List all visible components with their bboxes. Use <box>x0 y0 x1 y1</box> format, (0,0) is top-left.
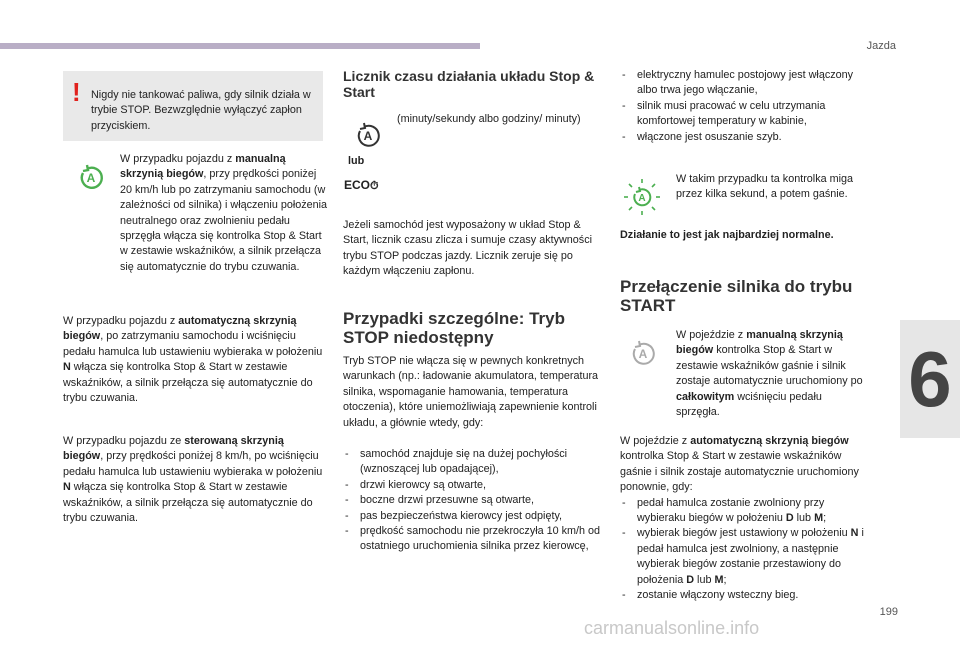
svg-text:A: A <box>86 171 96 185</box>
special-cases-intro: Tryb STOP nie włącza się w pewnych konkretnych warunkach (np.: ładowanie akumulatora, temperatura silnika, wspomaganie hamowania, temperatura otoczenia), które uniemożliwiają zapewnienie kontroli układu, a głównie wtedy, gdy: <box>343 355 599 429</box>
normal-text: Działanie to jest jak najbardziej normalne. <box>620 229 834 241</box>
controlled-gearbox-paragraph: W przypadku pojazdu ze sterowaną skrzynią biegów, przy prędkości poniżej 8 km/h, po wciśnięciu pedału hamulca lub ustawieniu wybieraka w położeniu N włącza się kontrolka Stop & Start w zestawie wskaźników, a silnik przełącza się automatycznie do trybu czuwania. <box>63 435 323 525</box>
page-number: 199 <box>879 606 898 618</box>
special-cases-list <box>343 447 605 555</box>
timer-heading: Licznik czasu działania układu Stop & Start <box>343 68 595 100</box>
svg-text:A: A <box>638 193 646 204</box>
warning-icon: ! <box>72 77 81 107</box>
svg-text:A: A <box>363 129 373 143</box>
start-mode-heading: Przełączenie silnika do trybu START <box>620 277 853 315</box>
list-item: - silnik musi pracować w celu utrzymania komfortowej temperatury w kabinie, <box>620 99 865 130</box>
blinking-indicator-icon <box>623 178 661 216</box>
auto-start-paragraph: W pojeździe z automatyczną skrzynią biegów kontrolka Stop & Start w zestawie wskaźników gaśnie i silnik zostaje automatycznie uruchomiony ponownie, gdy: - pedał hamulca zostanie zwolniony przy wybieraku biegów w położeniu D lub M; - wybierak biegów jest ustawiony w położeniu N i pedał hamulca jest zwolniony, a następnie wybierak biegów zostanie przestawiony do położenia D lub M; - zostanie włączony wsteczny bieg. <box>620 434 870 603</box>
counter-paragraph: Jeżeli samochód jest wyposażony w układ Stop & Start, licznik czasu zlicza i sumuje czasy aktywności trybu STOP podczas jazdy. Licznik zeruje się po każdym włączeniu zapłonu. <box>343 219 593 278</box>
section-title: Jazda <box>866 40 896 52</box>
manual-start-paragraph: W pojeździe z manualną skrzynią biegów kontrolka Stop & Start w zestawie wskaźników gaśnie i silnik zostaje automatycznie uruchomiony po całkowitym wciśnięciu pedału sprzęgła. <box>676 329 863 419</box>
warning-box <box>63 71 323 141</box>
stop-start-icon <box>355 122 381 148</box>
stop-start-off-icon <box>630 340 656 366</box>
or-label: lub <box>348 155 365 167</box>
list-item: - boczne drzwi przesuwne są otwarte, <box>343 493 605 508</box>
list-item: - samochód znajduje się na dużej pochyłości (wznoszącej lub opadającej), <box>343 447 605 478</box>
list-item: - wybierak biegów jest ustawiony w położeniu N i pedał hamulca jest zwolniony, a następnie wybierak biegów zostanie przestawiony do położenia D lub M; <box>620 526 870 588</box>
chapter-tab <box>900 320 960 438</box>
watermark: carmanualsonline.info <box>584 618 760 638</box>
conditions-list <box>620 68 865 145</box>
list-item: - drzwi kierowcy są otwarte, <box>343 478 605 493</box>
timer-unit-text: (minuty/sekundy albo godziny/ minuty) <box>397 113 581 125</box>
warning-text: Nigdy nie tankować paliwa, gdy silnik działa w trybie STOP. Bezwzględnie wyłączyć zapłon przyciskiem. <box>91 88 311 132</box>
list-item: - pedał hamulca zostanie zwolniony przy wybieraku biegów w położeniu D lub M; <box>620 496 870 527</box>
list-item: - prędkość samochodu nie przekroczyła 10 km/h od ostatniego uruchomienia silnika przez kierowcę, <box>343 524 605 555</box>
chapter-number: 6 <box>908 335 952 423</box>
manual-gearbox-paragraph: W przypadku pojazdu z manualną skrzynią biegów, przy prędkości poniżej 20 km/h lub po zatrzymaniu samochodu (w zależności od silnika) i włączeniu położenia neutralnego oraz zwolnieniu pedału sprzęgła włącza się kontrolka Stop & Start w zestawie wskaźników, a silnik przełącza się automatycznie do trybu czuwania. <box>120 153 328 273</box>
list-item: - zostanie włączony wsteczny bieg. <box>620 588 870 603</box>
list-item: - pas bezpieczeństwa kierowcy jest odpięty, <box>343 509 605 524</box>
blink-text: W takim przypadku ta kontrolka miga przez kilka sekund, a potem gaśnie. <box>676 173 854 201</box>
list-item: - elektryczny hamulec postojowy jest włączony albo trwa jego włączanie, <box>620 68 865 99</box>
header-accent-bar <box>0 43 480 49</box>
eco-icon: ECO⏱ <box>344 178 379 192</box>
stop-start-indicator-icon <box>78 164 104 190</box>
special-cases-heading: Przypadki szczególne: Tryb STOP niedostępny <box>343 309 566 347</box>
automatic-gearbox-paragraph: W przypadku pojazdu z automatyczną skrzynią biegów, po zatrzymaniu samochodu i wciśnięciu pedału hamulca lub ustawieniu wybieraka w położeniu N włącza się kontrolka Stop & Start w zestawie wskaźników, a silnik przełącza się automatycznie do trybu czuwania. <box>63 315 323 405</box>
svg-text:A: A <box>638 347 648 361</box>
list-item: - włączone jest osuszanie szyb. <box>620 130 865 145</box>
